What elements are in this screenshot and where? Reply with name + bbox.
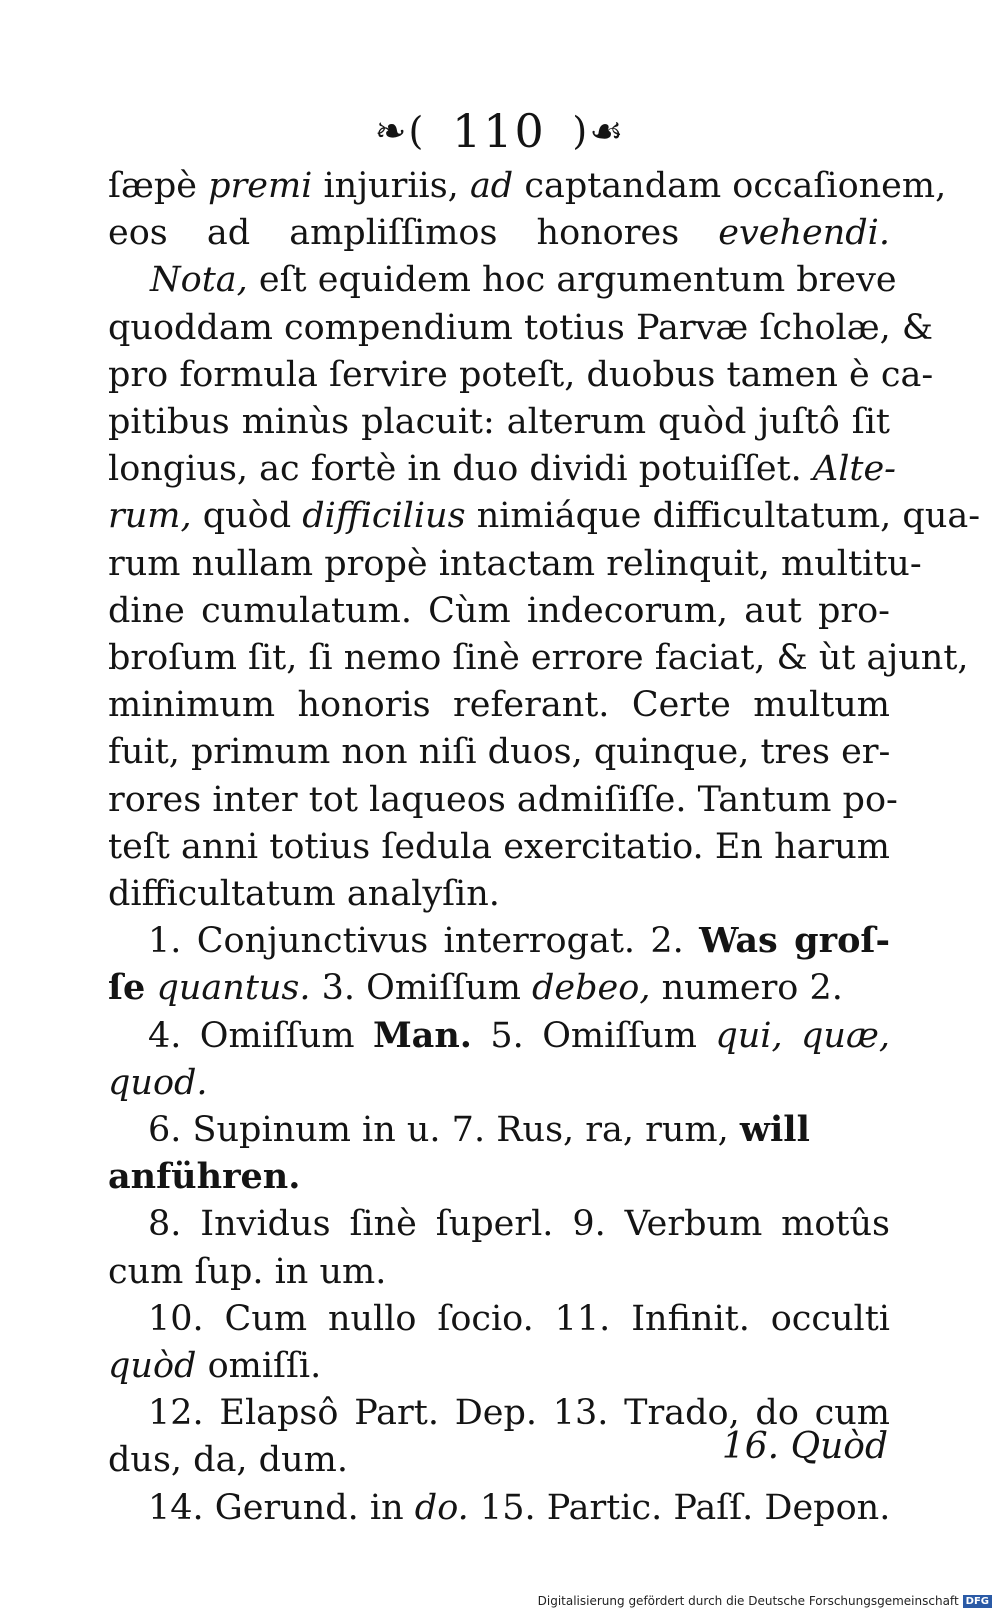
text-line [108,495,981,537]
line-text: captandam occaſionem, [513,166,947,206]
text-line [108,1062,890,1104]
text-line [108,967,890,1009]
line-text: 15. Partic. Paſſ. Depon. [468,1487,891,1528]
text-line [108,873,890,915]
italic-text: ad [469,166,514,206]
italic-text: Nota, [150,260,248,301]
line-text: rum nullam propè intactam relinquit, multitu- [108,543,922,584]
line-text: numero 2. [650,968,843,1009]
line-text: quòd [191,496,303,537]
line-text: 14. Gerund. in [148,1487,415,1528]
text-line [148,1298,890,1340]
right-ornament-icon: )☙ [572,109,626,153]
italic-text: quòd [108,1346,197,1386]
line-text: difficultatum analyſin. [108,874,500,914]
line-text: pitibus minùs placuit: alterum quòd juſtô ſit [108,402,890,442]
line-text: longius, ac fortè in duo dividi potuiſſet. [108,449,813,490]
line-text: pro formula ſervire poteſt, duobus tamen è ca- [108,354,934,395]
blackletter-word: will [739,1109,810,1150]
line-text: injuriis, [312,166,470,206]
line-text: eos ad ampliſſimos honores [108,213,719,254]
line-text: broſum ſit, ſi nemo ſinè errore faciat, & ùt ajunt, [108,638,969,678]
line-text: 8. Invidus ſinè ſuperl. 9. Verbum motûs [148,1204,890,1245]
line-text: fuit, primum non niſi duos, quinque, tres er- [108,732,891,773]
text-line [108,637,969,679]
line-text: 4. Omiſſum [148,1015,373,1056]
text-line [148,920,890,962]
line-text: rores inter tot laqueos admiſiſſe. Tantum po- [108,779,898,820]
text-line [108,448,896,490]
text-line [148,1203,890,1245]
blackletter-word: Man. [372,1014,472,1056]
italic-text: quantus. [156,968,311,1009]
text-line [150,259,897,301]
text-line [108,731,890,773]
blackletter-word: Was groſ- [699,920,890,962]
text-line [108,401,890,443]
text-line [108,1251,890,1293]
text-line [148,1487,890,1529]
line-text: quoddam compendium totius Parvæ ſcholæ, & [108,307,934,348]
italic-text: qui, quæ, [715,1015,890,1056]
text-line [108,212,890,254]
page-header [0,100,1000,158]
line-text: eſt equidem hoc argumentum breve [247,260,897,301]
line-text: dine cumulatum. Cùm indecorum, aut pro- [108,590,890,631]
left-ornament-icon: ❧( [374,109,426,153]
italic-text: difficilius [302,496,466,537]
blackletter-word: ſe [108,967,146,1009]
text-line [108,779,898,821]
text-line [108,307,934,349]
text-line [108,354,934,396]
line-text: minimum honoris referant. Certe multum [108,685,890,726]
text-line [108,826,890,868]
line-text: cum ſup. in um. [108,1251,387,1292]
text-line [148,1109,890,1151]
dfg-logo: DFG [963,1595,992,1608]
blackletter-word: anführen. [108,1156,301,1198]
text-line [108,590,890,632]
italic-text: quod. [108,1062,208,1103]
italic-text: evehendi. [718,213,890,254]
line-text: 3. Omiſſum [310,968,533,1009]
text-line [108,1156,890,1198]
line-text: 6. Supinum in u. 7. Rus, ra, rum, [148,1110,740,1150]
line-text: dus, da, dum. [108,1440,348,1481]
line-text: 5. Omiſſum [472,1015,716,1056]
digitization-footer [538,1594,992,1608]
line-text: ſæpè [108,166,209,206]
text-line [108,684,890,726]
line-text: 12. Elapsô Part. Dep. 13. Trado, do cum [148,1393,890,1434]
funding-credit: Digitalisierung gefördert durch die Deutsche Forschungsgemeinschaft [537,1594,959,1608]
line-text: nimiáque difficultatum, qua- [465,496,981,537]
page-number: 110 [451,104,546,158]
italic-text: premi [208,166,313,206]
italic-text: Alte- [812,449,896,490]
italic-text: debeo, [532,968,651,1009]
text-line [148,1015,890,1057]
text-line [108,1345,890,1387]
line-text: 10. Cum nullo ſocio. 11. Infinit. occulti [148,1298,890,1339]
catchword: 16. Quòd [721,1426,888,1467]
line-text: 1. Conjunctivus interrogat. 2. [148,921,700,962]
italic-text: do. [414,1487,469,1528]
italic-text: rum, [108,496,192,537]
line-text: teſt anni totius ſedula exercitatio. En harum [108,826,890,867]
text-line [108,543,922,585]
line-text: omiſſi. [196,1346,322,1386]
text-line [108,165,947,207]
line-text [145,968,156,1008]
